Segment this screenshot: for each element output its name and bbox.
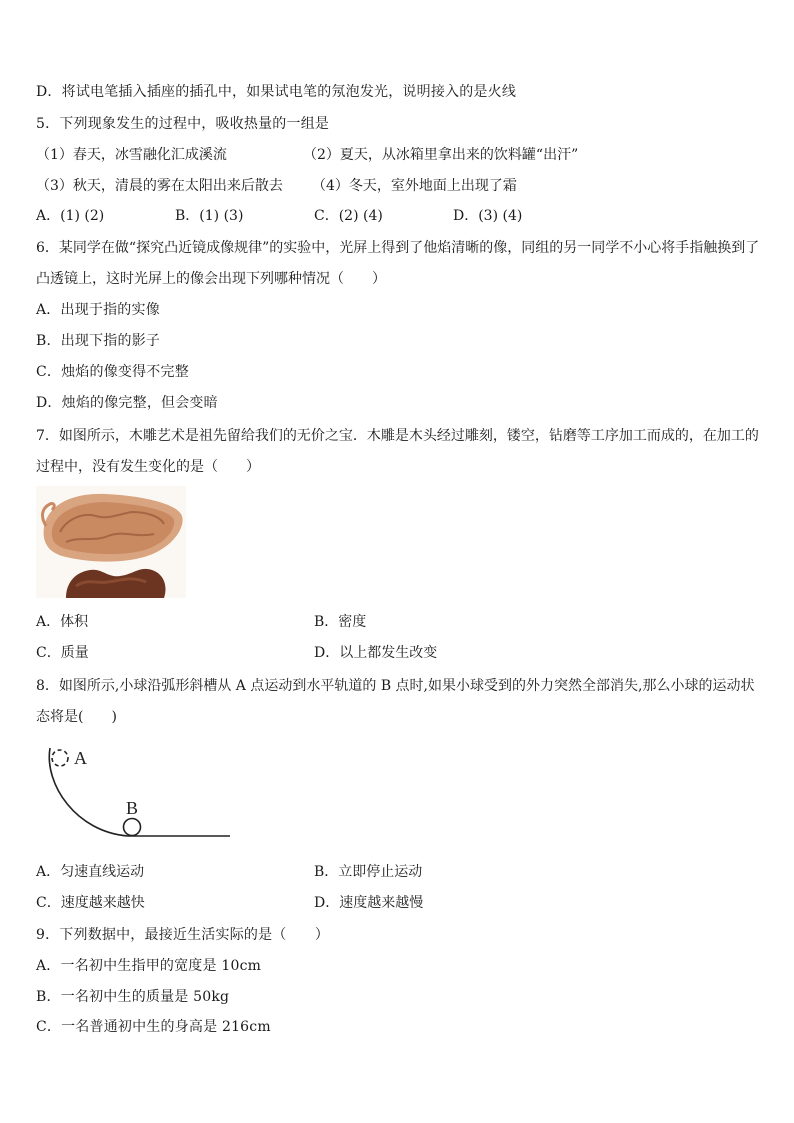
q5-option-b: B．(1) (3) (175, 208, 244, 224)
q4-option-d: D．将试电笔插入插座的插孔中，如果试电笔的氖泡发光，说明接入的是火线 (36, 84, 517, 100)
q8-option-a: A．匀速直线运动 (36, 864, 145, 880)
q7-stem: 7．如图所示，木雕艺术是祖先留给我们的无价之宝．木雕是木头经过雕刻，镂空，钻磨等工序加工而成的，在加工的过程中，没有发生变化的是（ ） (36, 428, 759, 475)
q8-option-c: C．速度越来越快 (36, 895, 145, 911)
q6-option-d: D．烛焰的像完整，但会变暗 (36, 395, 218, 411)
q8-option-b: B．立即停止运动 (314, 864, 423, 880)
q8-option-d: D．速度越来越慢 (314, 895, 424, 911)
ball-at-b-icon (124, 819, 141, 836)
q5-item-2: （2）夏天，从冰箱里拿出来的饮料罐“出汗” (303, 147, 579, 163)
ball-at-a-icon (52, 750, 68, 766)
q9-option-a: A．一名初中生指甲的宽度是 10cm (36, 958, 262, 974)
q7-option-c: C．质量 (36, 645, 89, 661)
q9-option-b: B．一名初中生的质量是 50kg (36, 989, 230, 1005)
label-b: B (126, 798, 139, 818)
q5-item-3: （3）秋天，清晨的雾在太阳出来后散去 (36, 178, 283, 194)
q5-option-c: C．(2) (4) (314, 208, 383, 224)
q6-stem: 6．某同学在做“探究凸近镜成像规律”的实验中，光屏上得到了他焰清晰的像，同组的另一同学不小心将手指触换到了凸透镜上，这时光屏上的像会出现下列哪种情况（ ） (36, 240, 760, 287)
q5-option-d: D．(3) (4) (453, 208, 523, 224)
q8-stem: 8．如图所示,小球沿弧形斜槽从 A 点运动到水平轨道的 B 点时,如果小球受到的外力突然全部消失,那么小球的运动状态将是( ) (36, 678, 755, 725)
q5-option-a: A．(1) (2) (36, 208, 105, 224)
q5-stem: 5．下列现象发生的过程中，吸收热量的一组是 (36, 116, 330, 132)
q7-option-b: B．密度 (314, 614, 367, 630)
wood-carving-figure (36, 486, 186, 598)
q7-option-d: D．以上都发生改变 (314, 645, 438, 661)
q9-stem: 9．下列数据中，最接近生活实际的是（ ） (36, 927, 330, 943)
q5-item-1: （1）春天，冰雪融化汇成溪流 (36, 147, 227, 163)
q6-option-a: A．出现于指的实像 (36, 302, 160, 318)
q9-option-c: C．一名普通初中生的身高是 216cm (36, 1019, 271, 1035)
label-a: A (74, 748, 87, 768)
q6-option-c: C．烛焰的像变得不完整 (36, 364, 189, 380)
q7-option-a: A．体积 (36, 614, 89, 630)
q5-item-4: （4）冬天，室外地面上出现了霜 (312, 178, 517, 194)
curved-track-figure (36, 738, 236, 842)
q6-option-b: B．出现下指的影子 (36, 333, 161, 349)
